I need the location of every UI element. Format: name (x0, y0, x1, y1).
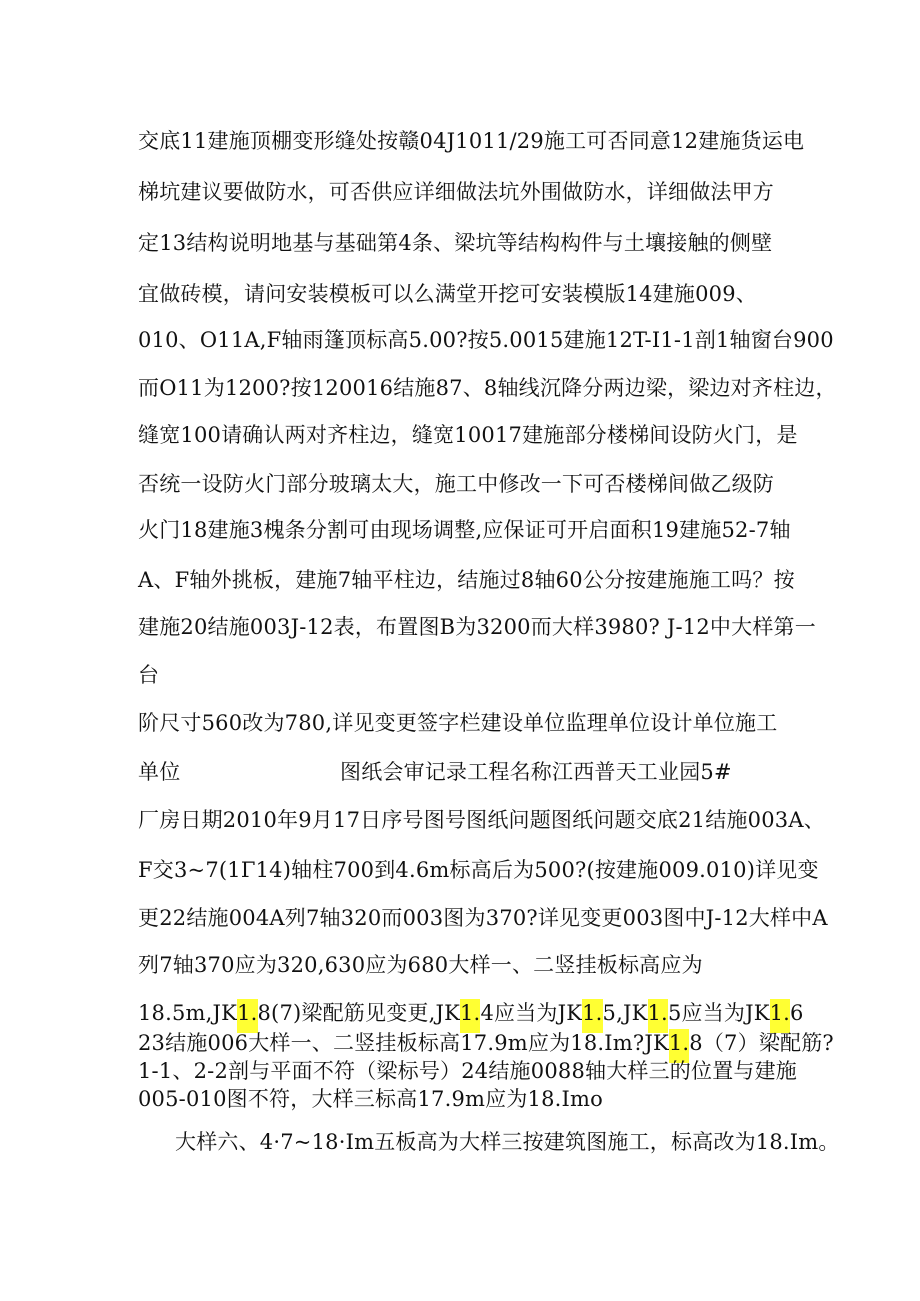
text-line: 交底11建施顶棚变形缝处按赣04J1011/29施工可否同意12建施货运电 (138, 129, 805, 153)
highlight-mark: 1. (770, 999, 790, 1033)
text-segment: 5应当为JK (667, 1001, 770, 1025)
text-line: 宜做砖模，请问安装模板可以么满堂开挖可安装模版14建施009、 (138, 282, 758, 306)
text-line: 1-1、2-2剖与平面不符（梁标号）24结施0088轴大样三的位置与建施 (138, 1059, 797, 1083)
text-line: 梯坑建议要做防水，可否供应详细做法坑外围做防水，详细做法甲方 (138, 180, 774, 204)
text-segment: 8（7）梁配筋? (689, 1031, 834, 1055)
text-segment: 8(7)梁配筋见变更,JK (257, 1001, 460, 1025)
text-segment: 6 (790, 1001, 804, 1025)
text-line-highlighted (138, 1028, 834, 1058)
section-heading: 图纸会审记录工程名称江西普天工业园5# (340, 760, 732, 784)
text-line: 台 (138, 663, 160, 687)
text-line: 005-010图不符，大样三标高17.9m应为18.Imo (138, 1087, 603, 1111)
text-line: F交3~7(1Γ14)轴柱700到4.6m标高后为500?(按建施009.010)详见变 (138, 858, 819, 882)
text-line: 大样六、4·7~18·Im五板高为大样三按建筑图施工，标高改为18.Im。 (175, 1130, 840, 1154)
text-line: 列7轴370应为320,630应为680大样一、二竖挂板标高应为 (138, 953, 703, 977)
text-line: 否统一设防火门部分玻璃太大，施工中修改一下可否楼梯间做乙级防 (138, 472, 774, 496)
text-segment: 4应当为JK (480, 1001, 583, 1025)
text-line: 而O11为1200?按120016结施87、8轴线沉降分两边梁，梁边对齐柱边， (138, 376, 837, 400)
text-line: 火门18建施3槐条分割可由现场调整,应保证可开启面积19建施52-7轴 (138, 518, 791, 542)
text-line: 缝宽100请确认两对齐柱边，缝宽10017建施部分楼梯间设防火门，是 (138, 423, 798, 447)
text-line: 厂房日期2010年9月17日序号图号图纸问题图纸问题交底21结施003A、 (138, 808, 825, 832)
highlight-mark: 1. (669, 1029, 689, 1063)
text-line: A、F轴外挑板，建施7轴平柱边，结施过8轴60公分按建施施工吗？按 (138, 568, 795, 592)
text-line: 建施20结施003J-12表，布置图B为3200而大样3980? J-12中大样第一 (138, 615, 816, 639)
text-line: 010、O11A,F轴雨篷顶标高5.00?按5.0015建施12T-I1-1剖1轴窗台900 (138, 328, 834, 352)
text-line: 更22结施004A列7轴320而003图为370?详见变更003图中J-12大样中A (138, 906, 828, 930)
highlight-mark: 1. (237, 999, 257, 1033)
text-line: 定13结构说明地基与基础第4条、梁坑等结构构件与土壤接触的侧壁 (138, 231, 773, 255)
text-segment: 单位 (138, 760, 181, 784)
text-line: 阶尺寸560改为780,详见变更签字栏建设单位监理单位设计单位施工 (138, 711, 778, 735)
text-segment: 23结施006大样一、二竖挂板标高17.9m应为18.Im?JK (138, 1031, 669, 1055)
highlight-mark: 1. (582, 999, 602, 1033)
text-segment: 18.5m,JK (138, 1001, 238, 1025)
text-line-split (138, 757, 798, 787)
text-line-highlighted (138, 998, 804, 1028)
highlight-mark: 1. (460, 999, 480, 1033)
highlight-mark: 1. (648, 999, 668, 1033)
text-segment: 5,JK (602, 1001, 648, 1025)
